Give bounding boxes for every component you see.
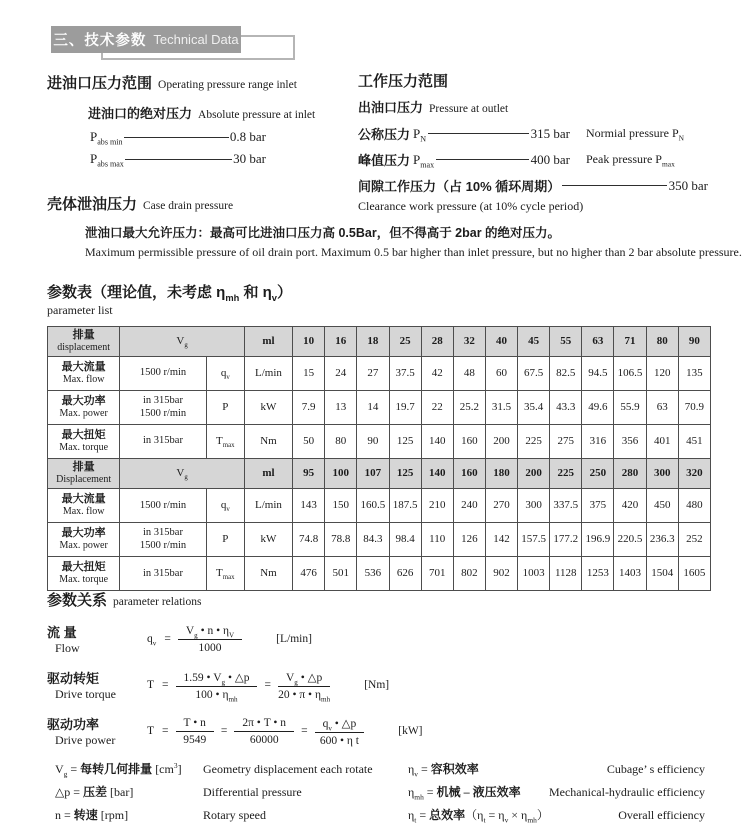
value-cell: 48 xyxy=(453,357,485,391)
value-cell: 110 xyxy=(421,523,453,557)
condition-cell: in 315bar xyxy=(120,557,206,591)
value-cell: 240 xyxy=(453,489,485,523)
symbol-cell: $T_{max}$ xyxy=(206,557,244,591)
value-cell: 1605 xyxy=(678,557,710,591)
definition-desc: Cubage’ s efficiency xyxy=(606,762,705,776)
formula-row xyxy=(47,668,647,702)
displacement-value-cell: 225 xyxy=(550,459,582,489)
condition-cell: in 315bar 1500 r/min xyxy=(120,391,206,425)
formula-label xyxy=(47,622,147,656)
value-cell: 24 xyxy=(325,357,357,391)
denominator: 60000 xyxy=(249,733,279,746)
inlet-subtitle xyxy=(88,103,347,123)
label-zh: 排量 xyxy=(72,461,95,474)
value-cell: 15 xyxy=(293,357,325,391)
definition-row xyxy=(55,760,385,777)
value-cell: 50 xyxy=(293,425,325,459)
displacement-value-cell: 71 xyxy=(614,327,646,357)
table-data-row xyxy=(48,523,711,557)
value-cell: 35.4 xyxy=(518,391,550,425)
definition-term: $\eta_{mh}$ = 机械 – 液压效率 xyxy=(408,785,521,802)
peak-pressure-row xyxy=(358,150,746,169)
denominator: 20 • π • $\eta_{mh}$ xyxy=(278,688,331,703)
inlet-pressure-section xyxy=(47,72,347,167)
row-label-cell xyxy=(48,557,120,591)
leader-line xyxy=(562,185,666,186)
fraction xyxy=(315,716,365,747)
symbol-cell: $T_{max}$ xyxy=(206,425,244,459)
abs-min-pressure-row xyxy=(90,129,266,145)
value-cell: 225 xyxy=(518,425,550,459)
peak-pressure-symbol: $P_{max}$ xyxy=(413,151,435,170)
value-cell: 14 xyxy=(357,391,389,425)
condition-cell: 1500 r/min xyxy=(120,489,206,523)
formula-unit: [kW] xyxy=(398,725,423,737)
value-cell: 160.5 xyxy=(357,489,389,523)
definition-row xyxy=(408,760,705,777)
formula-unit: [L/min] xyxy=(276,633,312,645)
displacement-header-cell xyxy=(48,327,120,357)
value-cell: 143 xyxy=(293,489,325,523)
value-cell: 90 xyxy=(357,425,389,459)
displacement-value-cell: 250 xyxy=(582,459,614,489)
row-label-cell xyxy=(48,357,120,391)
table-data-row xyxy=(48,391,711,425)
displacement-value-cell: 100 xyxy=(325,459,357,489)
value-cell: 78.8 xyxy=(325,523,357,557)
definition-desc: Mechanical-hydraulic efficiency xyxy=(548,785,705,799)
value-cell: 275 xyxy=(550,425,582,459)
banner-title-zh: 三、技术参数 xyxy=(53,33,147,49)
label-zh: 最大流量 xyxy=(61,361,106,374)
formula-label-en: Drive power xyxy=(55,733,116,747)
displacement-value-cell: 18 xyxy=(357,327,389,357)
abs-max-value: 30 bar xyxy=(233,151,266,166)
row-label-cell xyxy=(48,523,120,557)
value-cell: 480 xyxy=(678,489,710,523)
inlet-subtitle-en: Absolute pressure at inlet xyxy=(198,109,316,121)
formula-expression xyxy=(147,625,242,654)
nominal-pressure-row xyxy=(358,124,746,143)
equals-sign: = xyxy=(162,725,169,737)
value-cell: 157.5 xyxy=(518,523,550,557)
symbol-cell: P xyxy=(206,391,244,425)
relations-title xyxy=(47,589,647,610)
outlet-subtitle-en: Pressure at outlet xyxy=(429,103,509,115)
value-cell: 60 xyxy=(485,357,517,391)
denominator: 100 • $\eta_{mh}$ xyxy=(195,688,238,703)
symbol-definitions xyxy=(55,760,705,829)
definition-row xyxy=(55,806,385,823)
formula-expression xyxy=(147,670,330,701)
displacement-value-cell: 140 xyxy=(421,459,453,489)
definition-row xyxy=(55,783,385,800)
value-cell: 316 xyxy=(582,425,614,459)
displacement-header-cell xyxy=(48,459,120,489)
label-en: Max. torque xyxy=(59,442,109,454)
value-cell: 1003 xyxy=(518,557,550,591)
displacement-value-cell: 32 xyxy=(453,327,485,357)
value-cell: 120 xyxy=(646,357,678,391)
value-cell: 375 xyxy=(582,489,614,523)
value-cell: 55.9 xyxy=(614,391,646,425)
value-cell: 401 xyxy=(646,425,678,459)
denominator: 600 • η t xyxy=(319,734,359,747)
parameter-relations-section xyxy=(47,589,647,748)
peak-pressure-label: 峰值压力 xyxy=(358,153,411,168)
formula-row xyxy=(47,714,647,748)
definition-term: $\eta_t$ = 总效率$(\eta_t = \eta_v \times \eta_{mh})$ xyxy=(408,808,549,825)
case-drain-body xyxy=(85,223,742,260)
value-cell: 356 xyxy=(614,425,646,459)
value-cell: 74.8 xyxy=(293,523,325,557)
equals-sign: = xyxy=(264,679,271,691)
value-cell: 125 xyxy=(389,425,421,459)
displacement-value-cell: 160 xyxy=(453,459,485,489)
peak-pressure-en: Peak pressure $P_{max}$ xyxy=(586,152,675,169)
label-zh: 排量 xyxy=(72,329,95,341)
unit-header-cell: ml xyxy=(244,459,292,489)
abs-min-symbol: $P_{abs min}$ xyxy=(90,129,123,147)
nominal-pressure-en: Normial pressure $P_N$ xyxy=(586,126,685,143)
nominal-pressure-symbol: $P_N$ xyxy=(413,125,427,144)
unit-cell: Nm xyxy=(244,557,292,591)
displacement-value-cell: 107 xyxy=(357,459,389,489)
vg-symbol-cell: $V_g$ xyxy=(120,459,245,489)
value-cell: 43.3 xyxy=(550,391,582,425)
definitions-left-column xyxy=(55,760,385,829)
label-en: displacement xyxy=(57,342,111,354)
value-cell: 67.5 xyxy=(518,357,550,391)
vg-symbol-cell: $V_g$ xyxy=(120,327,245,357)
equals-sign: = xyxy=(164,633,171,645)
value-cell: 63 xyxy=(646,391,678,425)
value-cell: 70.9 xyxy=(678,391,710,425)
numerator: $V_g$ • △p xyxy=(278,670,330,687)
value-cell: 25.2 xyxy=(453,391,485,425)
row-label-cell xyxy=(48,425,120,459)
displacement-value-cell: 16 xyxy=(325,327,357,357)
formula-label-zh: 驱动功率 xyxy=(47,717,100,732)
value-cell: 27 xyxy=(357,357,389,391)
outlet-subtitle xyxy=(358,97,746,117)
section-banner xyxy=(51,26,241,53)
value-cell: 1403 xyxy=(614,557,646,591)
unit-cell: Nm xyxy=(244,425,292,459)
value-cell: 106.5 xyxy=(614,357,646,391)
table-data-row xyxy=(48,425,711,459)
label-zh: 最大流量 xyxy=(61,493,106,506)
displacement-value-cell: 280 xyxy=(614,459,646,489)
parameter-table-section xyxy=(47,281,711,591)
value-cell: 501 xyxy=(325,557,357,591)
clearance-en: Clearance work pressure (at 10% cycle period) xyxy=(358,199,584,213)
numerator: $q_v$ • △p xyxy=(315,716,365,733)
value-cell: 220.5 xyxy=(614,523,646,557)
nominal-pressure-group xyxy=(358,124,570,143)
displacement-value-cell: 10 xyxy=(293,327,325,357)
definition-desc: Rotary speed xyxy=(203,808,266,822)
peak-pressure-group xyxy=(358,150,570,169)
value-cell: 84.3 xyxy=(357,523,389,557)
value-cell: 98.4 xyxy=(389,523,421,557)
table-title: 参数表（理论值，未考虑 $\eta_{mh}$ 和 $\eta_v$） xyxy=(47,284,292,303)
definition-desc: Differential pressure xyxy=(203,785,302,799)
label-en: Max. flow xyxy=(62,374,105,386)
definition-desc: Geometry displacement each rotate xyxy=(203,762,373,776)
displacement-value-cell: 300 xyxy=(646,459,678,489)
value-cell: 701 xyxy=(421,557,453,591)
value-cell: 270 xyxy=(485,489,517,523)
nominal-pressure-label: 公称压力 xyxy=(358,127,411,142)
displacement-value-cell: 80 xyxy=(646,327,678,357)
formula-label-zh: 流 量 xyxy=(47,625,77,640)
definitions-right-column xyxy=(408,760,705,829)
value-cell: 140 xyxy=(421,425,453,459)
value-cell: 1253 xyxy=(582,557,614,591)
value-cell: 200 xyxy=(485,425,517,459)
displacement-value-cell: 25 xyxy=(389,327,421,357)
table-subtitle: parameter list xyxy=(47,303,113,317)
formula-label xyxy=(47,714,147,748)
formula-label-en: Drive torque xyxy=(55,687,116,701)
label-zh: 最大功率 xyxy=(61,395,106,408)
symbol-cell: $q_v$ xyxy=(206,357,244,391)
inlet-title xyxy=(47,72,347,93)
value-cell: 187.5 xyxy=(389,489,421,523)
displacement-value-cell: 40 xyxy=(485,327,517,357)
numerator: T • n xyxy=(176,717,214,732)
label-en: Max. power xyxy=(59,540,108,552)
displacement-value-cell: 90 xyxy=(678,327,710,357)
value-cell: 1128 xyxy=(550,557,582,591)
unit-header-cell: ml xyxy=(244,327,292,357)
fraction xyxy=(234,717,294,746)
formula-lhs: $q_v$ xyxy=(147,633,157,648)
value-cell: 450 xyxy=(646,489,678,523)
case-drain-line-en: Maximum permissible pressure of oil drain port. Maximum 0.5 bar higher than inlet pressure, but no higher than 2 bar absolute pressure. xyxy=(85,245,742,259)
value-cell: 337.5 xyxy=(550,489,582,523)
abs-min-value: 0.8 bar xyxy=(229,129,266,144)
displacement-value-cell: 125 xyxy=(389,459,421,489)
inlet-title-zh: 进油口压力范围 xyxy=(47,75,153,92)
value-cell: 236.3 xyxy=(646,523,678,557)
fraction xyxy=(176,670,258,701)
value-cell: 31.5 xyxy=(485,391,517,425)
numerator: $V_g$ • n • $\eta_V$ xyxy=(178,625,242,640)
definition-term: $\eta_v$ = 容积效率 xyxy=(408,762,479,779)
equals-sign: = xyxy=(301,725,308,737)
value-cell: 150 xyxy=(325,489,357,523)
table-data-row xyxy=(48,489,711,523)
value-cell: 420 xyxy=(614,489,646,523)
value-cell: 49.6 xyxy=(582,391,614,425)
value-cell: 1504 xyxy=(646,557,678,591)
denominator: 9549 xyxy=(183,733,207,746)
label-en: Displacement xyxy=(56,474,112,486)
fraction xyxy=(278,670,330,701)
fraction xyxy=(176,717,214,746)
unit-cell: L/min xyxy=(244,357,292,391)
value-cell: 80 xyxy=(325,425,357,459)
value-cell: 22 xyxy=(421,391,453,425)
formula-lhs: T xyxy=(147,679,155,691)
value-cell: 160 xyxy=(453,425,485,459)
abs-max-symbol: $P_{abs max}$ xyxy=(90,151,124,169)
peak-pressure-value: 400 bar xyxy=(530,151,570,167)
displacement-value-cell: 63 xyxy=(582,327,614,357)
label-en: Max. flow xyxy=(62,506,105,518)
formula-expression xyxy=(147,716,364,747)
leader-line xyxy=(436,159,529,160)
value-cell: 94.5 xyxy=(582,357,614,391)
condition-cell: in 315bar 1500 r/min xyxy=(120,523,206,557)
value-cell: 82.5 xyxy=(550,357,582,391)
abs-max-pressure-row xyxy=(90,151,266,167)
unit-cell: kW xyxy=(244,391,292,425)
formula-label xyxy=(47,668,147,702)
denominator: 1000 xyxy=(198,641,222,654)
displacement-value-cell: 45 xyxy=(518,327,550,357)
clearance-value: 350 bar xyxy=(668,177,708,193)
value-cell: 196.9 xyxy=(582,523,614,557)
symbol-cell: $q_v$ xyxy=(206,489,244,523)
displacement-value-cell: 28 xyxy=(421,327,453,357)
formula-row xyxy=(47,622,647,656)
unit-cell: L/min xyxy=(244,489,292,523)
formula-label-en: Flow xyxy=(55,641,80,655)
leader-line xyxy=(125,159,232,160)
value-cell: 210 xyxy=(421,489,453,523)
definition-term: $V_g$ = 每转几何排量 $[cm^3]$ xyxy=(55,761,182,779)
value-cell: 802 xyxy=(453,557,485,591)
table-header-row xyxy=(48,459,711,489)
label-en: Max. power xyxy=(59,408,108,420)
banner-title-en: Technical Data xyxy=(153,32,239,47)
case-drain-section xyxy=(47,193,742,260)
nominal-pressure-value: 315 bar xyxy=(530,125,570,141)
unit-cell: kW xyxy=(244,523,292,557)
value-cell: 37.5 xyxy=(389,357,421,391)
clearance-label: 间隙工作压力（占 10% 循环周期） xyxy=(358,179,561,194)
label-zh: 最大扭矩 xyxy=(61,429,106,442)
table-header-row xyxy=(48,327,711,357)
inlet-subtitle-zh: 进油口的绝对压力 xyxy=(88,106,193,121)
definition-term: △p = 压差 [bar] xyxy=(55,785,134,799)
equals-sign: = xyxy=(220,725,228,737)
value-cell: 177.2 xyxy=(550,523,582,557)
value-cell: 300 xyxy=(518,489,550,523)
displacement-value-cell: 55 xyxy=(550,327,582,357)
outlet-title-zh: 工作压力范围 xyxy=(358,73,449,90)
label-zh: 最大功率 xyxy=(61,527,106,540)
row-label-cell xyxy=(48,489,120,523)
value-cell: 536 xyxy=(357,557,389,591)
value-cell: 13 xyxy=(325,391,357,425)
inlet-title-en: Operating pressure range inlet xyxy=(158,79,297,91)
value-cell: 142 xyxy=(485,523,517,557)
row-label-cell xyxy=(48,391,120,425)
formula-list xyxy=(47,622,647,748)
value-cell: 252 xyxy=(678,523,710,557)
displacement-value-cell: 200 xyxy=(518,459,550,489)
parameter-table xyxy=(47,326,711,591)
value-cell: 135 xyxy=(678,357,710,391)
equals-sign: = xyxy=(162,679,169,691)
label-zh: 最大扭矩 xyxy=(61,561,106,574)
formula-label-zh: 驱动转矩 xyxy=(47,671,100,686)
value-cell: 7.9 xyxy=(293,391,325,425)
case-drain-title-en: Case drain pressure xyxy=(143,200,234,212)
numerator: 2π • T • n xyxy=(234,717,294,732)
label-en: Max. torque xyxy=(59,574,109,586)
definition-term: n = 转速 [rpm] xyxy=(55,808,129,822)
relations-title-en: parameter relations xyxy=(113,596,202,608)
displacement-value-cell: 320 xyxy=(678,459,710,489)
leader-line xyxy=(124,137,229,138)
condition-cell: 1500 r/min xyxy=(120,357,206,391)
case-drain-line-zh: 泄油口最大允许压力：最高可比进油口压力高 0.5Bar，但不得高于 2bar 的绝对压力。 xyxy=(85,226,561,240)
leader-line xyxy=(428,133,529,134)
outlet-subtitle-zh: 出油口压力 xyxy=(358,100,424,115)
value-cell: 19.7 xyxy=(389,391,421,425)
value-cell: 476 xyxy=(293,557,325,591)
definition-row xyxy=(408,783,705,800)
value-cell: 126 xyxy=(453,523,485,557)
value-cell: 451 xyxy=(678,425,710,459)
value-cell: 626 xyxy=(389,557,421,591)
fraction xyxy=(178,625,242,654)
table-data-row xyxy=(48,357,711,391)
case-drain-title xyxy=(47,193,742,214)
case-drain-title-zh: 壳体泄油压力 xyxy=(47,196,138,213)
definition-row xyxy=(408,806,705,823)
formula-unit: [Nm] xyxy=(364,679,390,691)
value-cell: 42 xyxy=(421,357,453,391)
relations-title-zh: 参数关系 xyxy=(47,592,108,609)
formula-lhs: T xyxy=(147,725,155,737)
definition-desc: Overall efficiency xyxy=(618,808,705,822)
table-data-row xyxy=(48,557,711,591)
condition-cell: in 315bar xyxy=(120,425,206,459)
displacement-value-cell: 95 xyxy=(293,459,325,489)
displacement-value-cell: 180 xyxy=(485,459,517,489)
value-cell: 902 xyxy=(485,557,517,591)
numerator: 1.59 • $V_g$ • △p xyxy=(176,670,258,687)
symbol-cell: P xyxy=(206,523,244,557)
